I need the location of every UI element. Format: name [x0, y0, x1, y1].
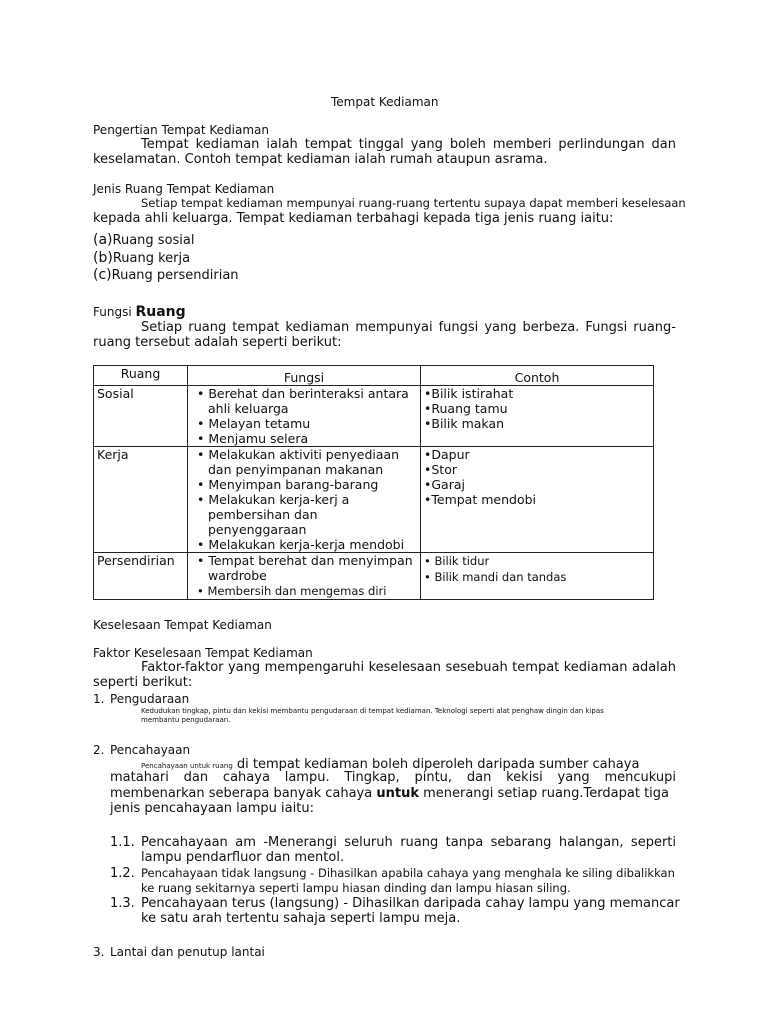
jenis-item-c [93, 264, 239, 283]
item-marker: (c) [93, 267, 112, 283]
list-item: • Bilik mandi dan tandas [424, 570, 567, 584]
keselesaan-line1: Faktor-faktor yang mempengaruhi keselesaan sesebuah tempat kediaman adalah [141, 660, 676, 675]
list-item: • Melakukan aktiviti penyediaan dan penyimpanan makanan [197, 447, 400, 477]
item-text: Ruang sosial [112, 233, 195, 248]
cell-fungsi [188, 553, 421, 600]
list-item: • Melakukan kerja-kerj a pembersihan dan penyenggaraan [197, 492, 350, 537]
item-marker: (a) [93, 232, 113, 248]
fungsi-heading [93, 304, 186, 320]
list-item: •Dapur [424, 447, 470, 462]
pengertian-line2: keselamatan. Contoh tempat kediaman ialah rumah ataupun asrama. [93, 152, 548, 167]
keselesaan-heading: Keselesaan Tempat Kediaman [93, 618, 272, 632]
factor-2-line3: membenarkan seberapa banyak cahaya untuk menerangi setiap ruang.Terdapat tiga [110, 786, 669, 801]
sub-1-line1: Pencahayaan am -Menerangi seluruh ruang tanpa sebarang halangan, seperti [141, 835, 676, 850]
list-item: •Ruang tamu [424, 401, 508, 416]
cell-contoh [421, 386, 654, 447]
jenis-item-a [93, 229, 194, 248]
factor-2-line4: jenis pencahayaan lampu iaitu: [110, 801, 314, 816]
sub-1-number: 1.1. [110, 835, 135, 850]
list-item: • Berehat dan berinteraksi antara ahli keluarga [197, 386, 409, 416]
list-item: •Garaj [424, 477, 465, 492]
item-marker: (b) [93, 250, 113, 266]
table-row [94, 447, 654, 553]
list-item: • Menyimpan barang-barang [197, 477, 379, 492]
cell-contoh [421, 553, 654, 600]
list-item: • Menjamu selera [197, 431, 309, 446]
factor-2-title: Pencahayaan [110, 743, 191, 757]
factor-1-note-line1: Kedudukan tingkap, pintu dan kekisi membantu pengudaraan di tempat kediaman. Teknologi seperti alat penghaw dingin dan kipas [141, 707, 604, 715]
sub-1-line2: lampu pendarfluor dan mentol. [141, 850, 345, 865]
sub-2-line1: Pencahayaan tidak langsung - Dihasilkan apabila cahaya yang menghala ke siling dibalikkan [141, 866, 675, 880]
jenis-line2: kepada ahli keluarga. Tempat kediaman terbahagi kepada tiga jenis ruang iaitu: [93, 211, 614, 226]
list-item: •Tempat mendobi [424, 492, 536, 507]
fungsi-line2: ruang tersebut adalah seperti berikut: [93, 335, 342, 350]
sub-3-line2: ke satu arah tertentu sahaja seperti lampu meja. [141, 911, 461, 926]
header-ruang: Ruang [94, 366, 188, 386]
list-item: •Stor [424, 462, 457, 477]
factor-2-number: 2. [93, 743, 105, 757]
fungsi-table [93, 365, 654, 600]
sub-2-number: 1.2. [110, 866, 135, 881]
list-item: •Bilik istirahat [424, 386, 514, 401]
factor-3-number: 3. [93, 945, 105, 959]
jenis-line1: Setiap tempat kediaman mempunyai ruang-ruang tertentu supaya dapat memberi keselesaan [141, 196, 686, 210]
page-title: Tempat Kediaman [331, 95, 439, 109]
cell-ruang: Kerja [94, 447, 188, 553]
factor-3-title: Lantai dan penutup lantai [110, 945, 265, 959]
factor-2-line2: matahari dan cahaya lampu. Tingkap, pintu, dan kekisi yang mencukupi [110, 770, 676, 785]
cell-contoh [421, 447, 654, 553]
cell-ruang: Persendirian [94, 553, 188, 600]
factor-2-small-lead: Pencahayaan untuk ruang [141, 762, 233, 770]
sub-3-line1: Pencahayaan terus (langsung) - Dihasilkan daripada cahay lampu yang memancar [141, 896, 680, 911]
factor-1-title: Pengudaraan [110, 692, 190, 706]
factor-1-number: 1. [93, 692, 105, 706]
factor-2-bold-word: untuk [376, 786, 419, 801]
item-text: Ruang kerja [112, 251, 191, 266]
sub-3-number: 1.3. [110, 896, 135, 911]
list-item: • Melayan tetamu [197, 416, 311, 431]
keselesaan-subheading: Faktor Keselesaan Tempat Kediaman [93, 646, 313, 660]
header-fungsi: Fungsi [188, 366, 421, 386]
factor-2-line1-text: di tempat kediaman boleh diperoleh daripada sumber cahaya [232, 757, 640, 772]
cell-fungsi [188, 447, 421, 553]
jenis-heading: Jenis Ruang Tempat Kediaman [93, 182, 275, 196]
table-row [94, 553, 654, 600]
pengertian-line1: Tempat kediaman ialah tempat tinggal yang boleh memberi perlindungan dan [141, 137, 676, 152]
header-contoh: Contoh [421, 366, 654, 386]
fungsi-heading-plain: Fungsi [93, 305, 136, 319]
table-header-row [94, 366, 654, 386]
table-row [94, 386, 654, 447]
cell-ruang: Sosial [94, 386, 188, 447]
list-item: • Melakukan kerja-kerja mendobi [197, 537, 405, 552]
fungsi-line1: Setiap ruang tempat kediaman mempunyai fungsi yang berbeza. Fungsi ruang- [141, 320, 676, 335]
list-item: • Tempat berehat dan menyimpan wardrobe [197, 553, 413, 583]
fungsi-heading-bold: Ruang [135, 304, 186, 320]
cell-fungsi [188, 386, 421, 447]
item-text: Ruang persendirian [111, 268, 239, 283]
list-item: •Bilik makan [424, 416, 505, 431]
list-item: • Membersih dan mengemas diri [197, 584, 387, 598]
sub-2-line2: ke ruang sekitarnya seperti lampu hiasan dinding dan lampu hiasan siling. [141, 881, 571, 895]
list-item: • Bilik tidur [424, 554, 490, 568]
factor-1-note-line2: membantu pengudaraan. [141, 716, 231, 724]
pengertian-heading: Pengertian Tempat Kediaman [93, 123, 270, 137]
keselesaan-line2: seperti berikut: [93, 675, 193, 690]
